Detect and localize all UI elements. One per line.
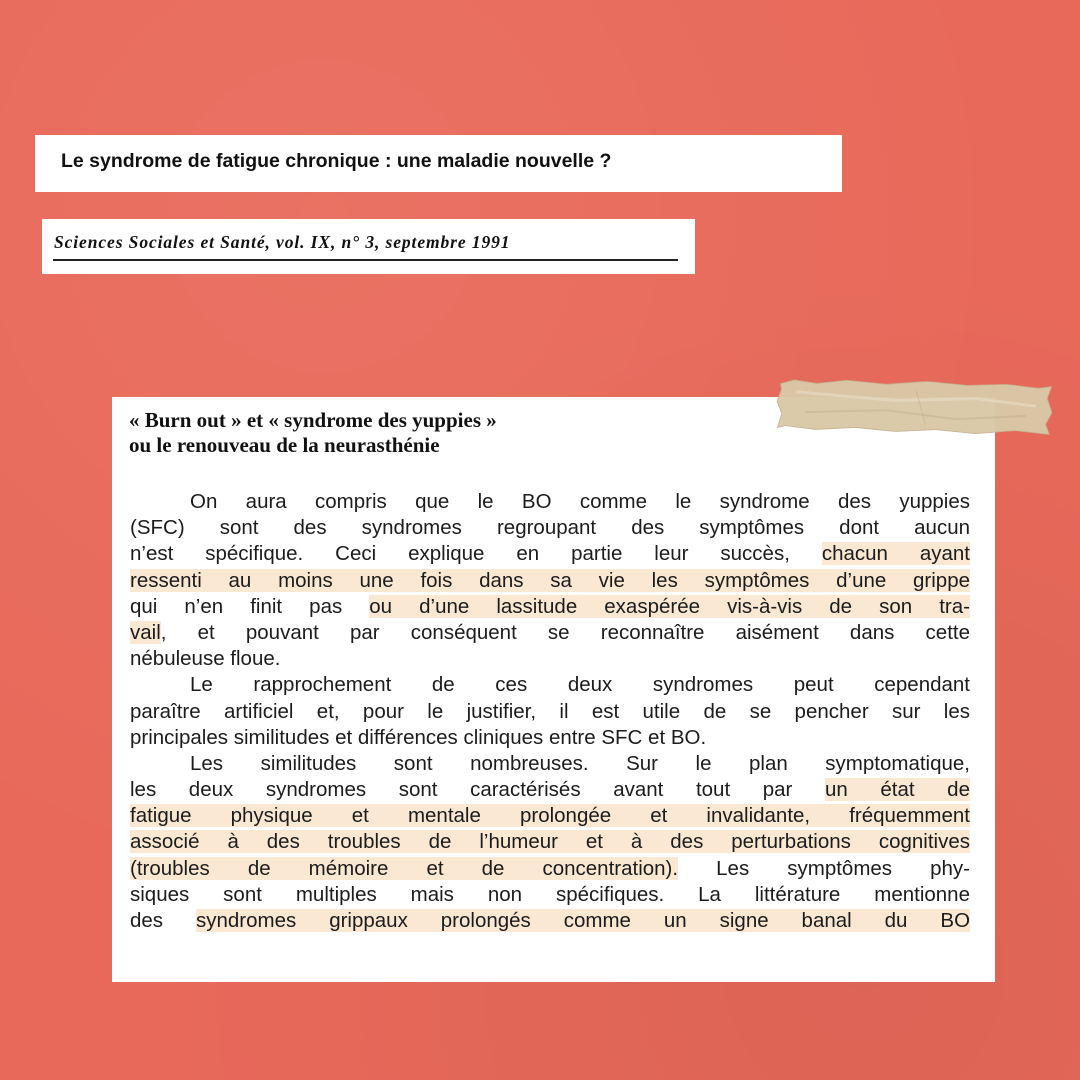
highlight: un état de bbox=[824, 778, 970, 802]
text-line: les deux syndromes sont caractérisés avant tout par un état de bbox=[130, 778, 970, 802]
text-line: (SFC) sont des syndromes regroupant des symptômes dont aucun bbox=[130, 516, 970, 540]
section-heading-line-2: ou le renouveau de la neurasthénie bbox=[129, 433, 440, 457]
text-line: qui n’en finit pas ou d’une lassitude exaspérée vis-à-vis de son tra- bbox=[130, 594, 970, 618]
journal-clipping bbox=[42, 219, 695, 274]
text-line: paraître artificiel et, pour le justifier, il est utile de se pencher sur les bbox=[130, 699, 970, 723]
text-line: des syndromes grippaux prolongés comme un signe banal du BO bbox=[130, 909, 971, 932]
highlight: chacun ayant bbox=[821, 542, 971, 566]
text-line: Le rapprochement de ces deux syndromes peut cependant bbox=[190, 673, 970, 697]
text-line: On aura compris que le BO comme le syndrome des yuppies bbox=[190, 490, 970, 513]
highlight: ou d’une lassitude exaspérée vis-à-vis de son tra- bbox=[369, 594, 970, 618]
highlight: (troubles de mémoire et de concentration). bbox=[130, 856, 679, 880]
masking-tape bbox=[775, 377, 1053, 436]
text-line: nébuleuse floue. bbox=[130, 647, 281, 671]
text-line: (troubles de mémoire et de concentration). Les symptômes phy- bbox=[130, 856, 970, 880]
excerpt-clipping bbox=[112, 397, 995, 982]
text-line bbox=[130, 803, 970, 829]
title-clipping bbox=[35, 135, 842, 192]
section-heading-line-1: « Burn out » et « syndrome des yuppies » bbox=[129, 408, 497, 432]
text-line: vail, et pouvant par conséquent se reconnaître aisément dans cette bbox=[130, 620, 970, 644]
journal-citation: Sciences Sociales et Santé, vol. IX, n° 3, septembre 1991 bbox=[54, 232, 511, 252]
text-line bbox=[130, 568, 970, 594]
text-line: siques sont multiples mais non spécifiques. La littérature mentionne bbox=[130, 882, 970, 906]
underline-rule bbox=[53, 259, 678, 261]
highlight: vail bbox=[130, 620, 161, 644]
text-line bbox=[130, 829, 970, 855]
section-heading bbox=[129, 408, 497, 458]
excerpt-body bbox=[130, 489, 970, 934]
text-line: n’est spécifique. Ceci explique en partie leur succès, chacun ayant bbox=[130, 542, 971, 566]
text-line: Les similitudes sont nombreuses. Sur le plan symptomatique, bbox=[190, 751, 970, 775]
article-title: Le syndrome de fatigue chronique : une maladie nouvelle ? bbox=[61, 150, 612, 172]
highlight: ressenti au moins une fois dans sa vie les symptômes d’une grippe bbox=[130, 568, 970, 592]
highlight: associé à des troubles de l’humeur et à des perturbations cognitives bbox=[130, 830, 970, 854]
highlight: syndromes grippaux prolongés comme un signe banal du BO bbox=[196, 909, 971, 932]
highlight: fatigue physique et mentale prolongée et invalidante, fréquemment bbox=[130, 804, 970, 828]
text-line: principales similitudes et différences cliniques entre SFC et BO. bbox=[130, 725, 707, 749]
